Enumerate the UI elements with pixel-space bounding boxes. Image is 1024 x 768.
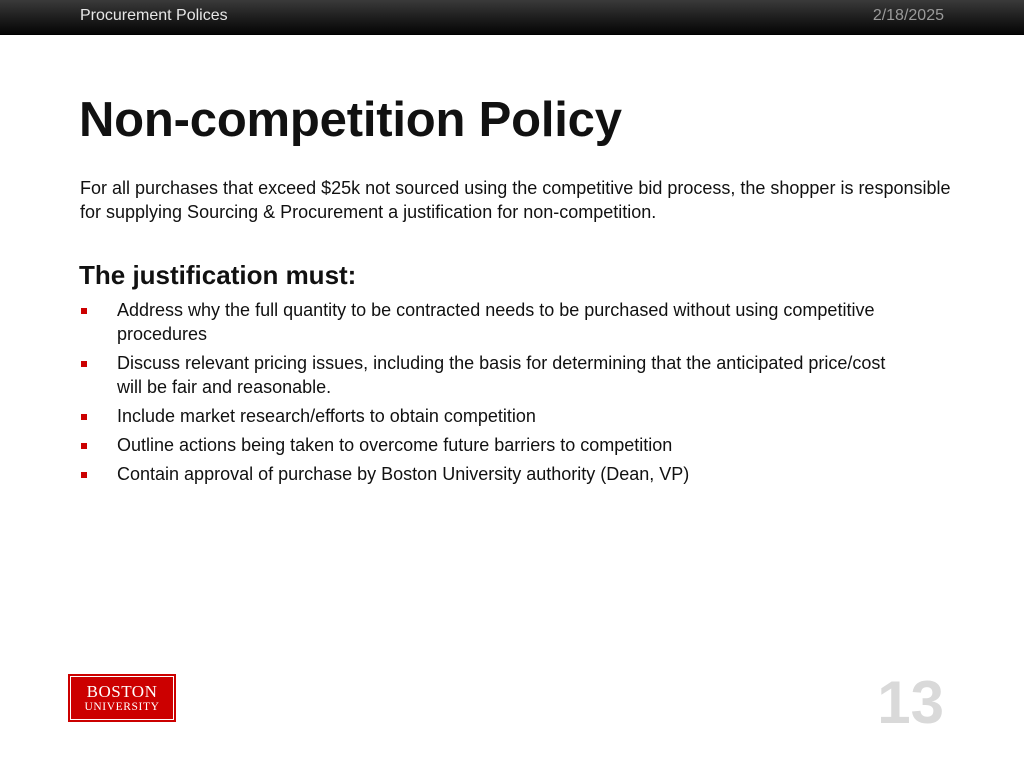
justification-list [80, 298, 900, 491]
list-item-text: Address why the full quantity to be contracted needs to be purchased without using competitive procedures [117, 300, 875, 344]
list-item [80, 433, 900, 457]
slide-date: 2/18/2025 [872, 7, 944, 24]
logo-text-university: UNIVERSITY [84, 700, 160, 713]
square-bullet-icon [81, 414, 87, 420]
presentation-title: Procurement Polices [80, 7, 228, 24]
boston-university-logo [68, 674, 176, 722]
page-number: 13 [877, 669, 944, 736]
logo-text-boston: BOSTON [86, 681, 158, 701]
list-item-text: Include market research/efforts to obtain competition [117, 406, 536, 426]
slide-title: Non-competition Policy [79, 93, 622, 147]
square-bullet-icon [81, 361, 87, 367]
list-item [80, 462, 900, 486]
list-item [80, 351, 900, 399]
justification-heading: The justification must: [79, 260, 357, 290]
list-item-text: Outline actions being taken to overcome future barriers to competition [117, 435, 673, 455]
list-item-text: Discuss relevant pricing issues, including the basis for determining that the anticipated price/cost will be fair and reasonable. [117, 353, 886, 397]
square-bullet-icon [81, 472, 87, 478]
square-bullet-icon [81, 443, 87, 449]
logo-frame [70, 676, 174, 720]
list-item-text: Contain approval of purchase by Boston University authority (Dean, VP) [117, 464, 690, 484]
list-item [80, 298, 900, 346]
header-bar [0, 0, 1024, 34]
square-bullet-icon [81, 308, 87, 314]
intro-paragraph: For all purchases that exceed $25k not sourced using the competitive bid process, the shopper is responsible for supplying Sourcing & Procurement a justification for non-competition. [80, 178, 951, 222]
list-item [80, 404, 900, 428]
